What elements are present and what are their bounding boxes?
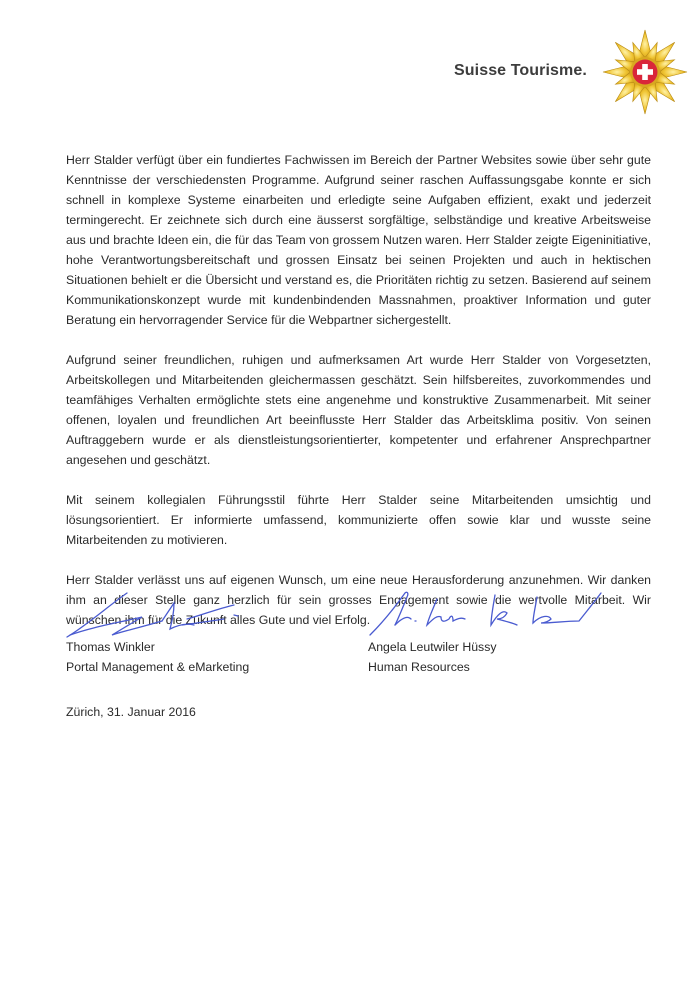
paragraph-farewell: Herr Stalder verlässt uns auf eigenen Wunsch, um eine neue Herausforderung anzunehmen. Wir danken ihm an dieser Stelle ganz herzlich für sein grosses Engagement sowie die wertvolle Mitarbeit. Wir wünschen ihm für die Zukunft alles Gute und viel Erfolg. (66, 573, 651, 627)
signatory-left (66, 637, 249, 677)
paragraph-leadership: Mit seinem kollegialen Führungsstil führte Herr Stalder seine Mitarbeitenden umsichtig und lösungsorientiert. Er informierte umfassend, kommunizierte offen sowie klar und wusste seine Mitarbeitenden zu motivieren. (66, 493, 651, 547)
paragraph-behavior: Aufgrund seiner freundlichen, ruhigen und aufmerksamen Art wurde Herr Stalder von Vorgesetzten, Arbeitskollegen und Mitarbeitenden gleichermassen geschätzt. Sein hilfsbereites, zuvorkommendes und teamfähiges Verhalten ermöglichte stets eine angenehme und konstruktive Zusammenarbeit. Mit seiner offenen, loyalen und freundlichen Art beeinflusste Herr Stalder das Arbeitsklima positiv. Von seinen Auftraggebern wurde er als dienstleistungsorientierter, kompetenter und erfahrener Ansprechpartner angesehen und geschätzt. (66, 353, 651, 467)
letter-body (66, 150, 651, 650)
signatory-name: Angela Leutwiler Hüssy (368, 640, 497, 654)
place-date: Zürich, 31. Januar 2016 (66, 705, 196, 719)
edelweiss-swiss-cross-icon (600, 26, 690, 116)
signatory-role: Portal Management & eMarketing (66, 660, 250, 674)
signatory-right (368, 637, 497, 677)
signatory-role: Human Resources (368, 660, 470, 674)
logo-wordmark: Suisse Tourisme. (454, 62, 587, 79)
signatory-name: Thomas Winkler (66, 640, 155, 654)
signature-thomas-winkler (62, 585, 242, 645)
signature-angela-leutwiler (365, 585, 615, 640)
paragraph-skills: Herr Stalder verfügt über ein fundiertes Fachwissen im Bereich der Partner Websites sowie über sehr gute Kenntnisse der verschiedensten Programme. Aufgrund seiner raschen Auffassungsgabe konnte er sich schnell in komplexe Systeme einarbeiten und erledigte seine Aufgaben effizient, exakt und jederzeit termingerecht. Er zeichnete sich durch eine äusserst sorgfältige, selbständige und kreative Arbeitsweise aus und brachte Ideen ein, die für das Team von grossem Nutzen waren. Herr Stalder zeigte Eigeninitiative, hohe Verantwortungsbereitschaft und grossen Einsatz bei seinen Projekten und auch in hektischen Situationen behielt er die Übersicht und verstand es, die Prioritäten richtig zu setzen. Basierend auf seinem Kommunikationskonzept wurde mit kundenbindenden Massnahmen, proaktiver Information und guter Beratung ein hervorragender Service für die Webpartner sichergestellt. (66, 153, 651, 327)
